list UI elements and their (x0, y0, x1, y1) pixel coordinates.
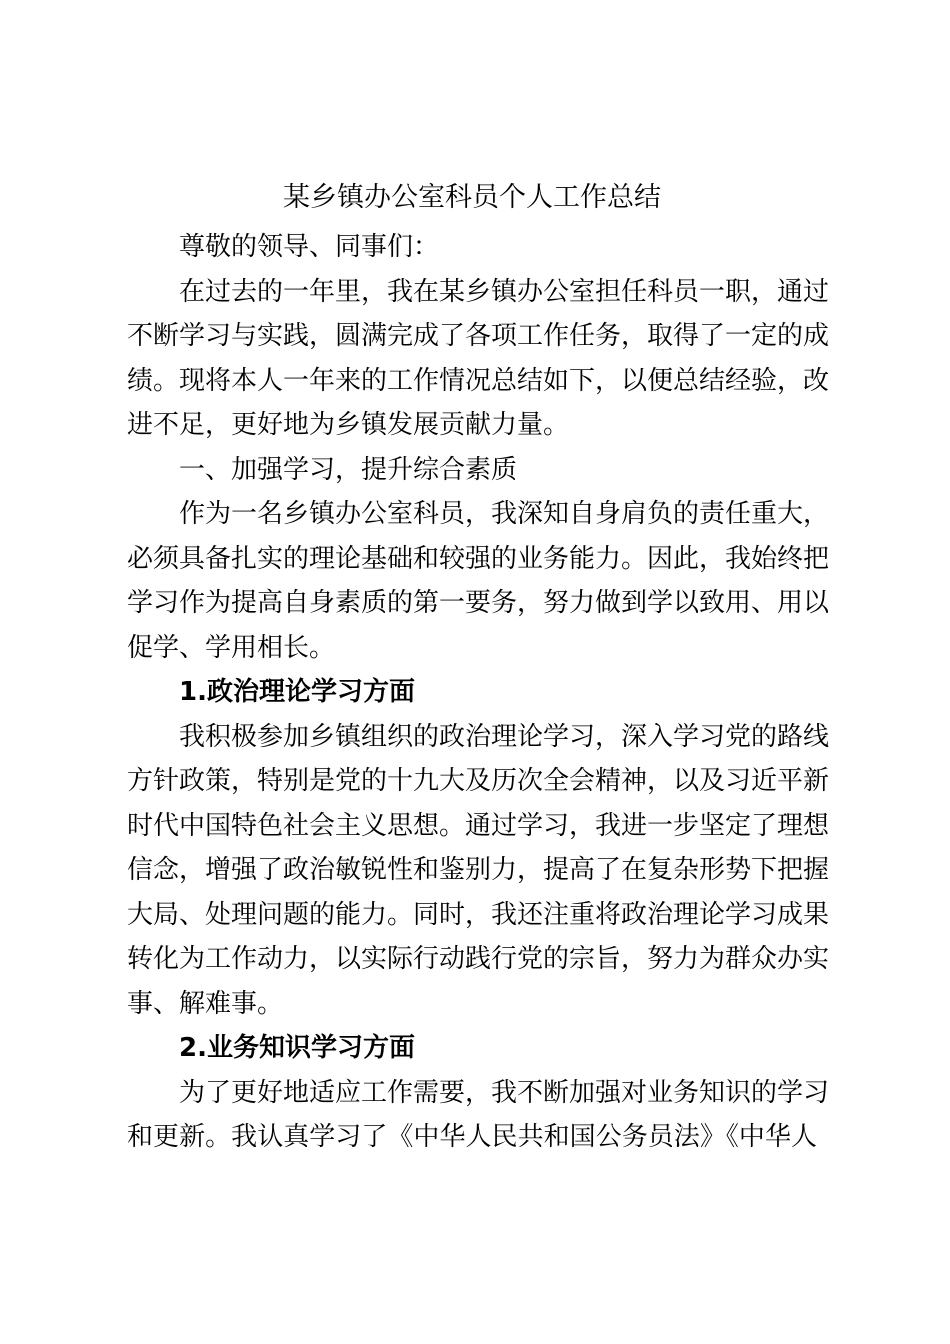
sub1-paragraph (127, 715, 830, 1027)
paragraph-line: 在过去的一年里，我在某乡镇办公室担任科员一职，通过 (179, 276, 830, 307)
paragraph-line: 大局、处理问题的能力。同时，我还注重将政治理论学习成果 (127, 899, 830, 930)
paragraph-line: 方针政策，特别是党的十九大及历次全会精神，以及习近平新 (127, 766, 830, 796)
paragraph-line: 必须具备扎实的理论基础和较强的业务能力。因此，我始终把 (127, 543, 830, 574)
paragraph-line: 我积极参加乡镇组织的政治理论学习，深入学习党的路线 (179, 721, 830, 752)
document-page (127, 173, 830, 1160)
sub2-paragraph (127, 1071, 830, 1160)
paragraph-line: 进不足，更好地为乡镇发展贡献力量。 (127, 410, 570, 440)
paragraph-line: 绩。现将本人一年来的工作情况总结如下，以便总结经验，改 (127, 365, 830, 396)
paragraph-line: 促学、学用相长。 (127, 632, 336, 663)
document-title: 某乡镇办公室科员个人工作总结 (283, 182, 661, 213)
paragraph-line: 学习作为提高自身素质的第一要务，努力做到学以致用、用以 (127, 588, 830, 618)
section-heading: 一、加强学习，提升综合素质 (179, 454, 518, 485)
paragraph-line: 时代中国特色社会主义思想。通过学习，我进一步坚定了理想 (127, 810, 830, 841)
subsection-heading: 1.政治理论学习方面 (179, 677, 415, 707)
section1-paragraph (127, 492, 830, 670)
paragraph-line: 不断学习与实践，圆满完成了各项工作任务，取得了一定的成 (127, 321, 830, 351)
intro-paragraph (127, 270, 830, 448)
paragraph-line: 为了更好地适应工作需要，我不断加强对业务知识的学习 (179, 1077, 830, 1108)
paragraph-line: 信念，增强了政治敏锐性和鉴别力，提高了在复杂形势下把握 (127, 855, 830, 885)
paragraph-line: 和更新。我认真学习了《中华人民共和国公务员法》《中华人 (127, 1122, 817, 1152)
paragraph-line: 作为一名乡镇办公室科员，我深知自身肩负的责任重大， (179, 499, 830, 529)
paragraph-line: 事、解难事。 (127, 988, 284, 1019)
subsection-heading: 2.业务知识学习方面 (179, 1033, 415, 1063)
salutation: 尊敬的领导、同事们： (179, 232, 440, 262)
paragraph-line: 转化为工作动力，以实际行动践行党的宗旨，努力为群众办实 (127, 944, 830, 974)
